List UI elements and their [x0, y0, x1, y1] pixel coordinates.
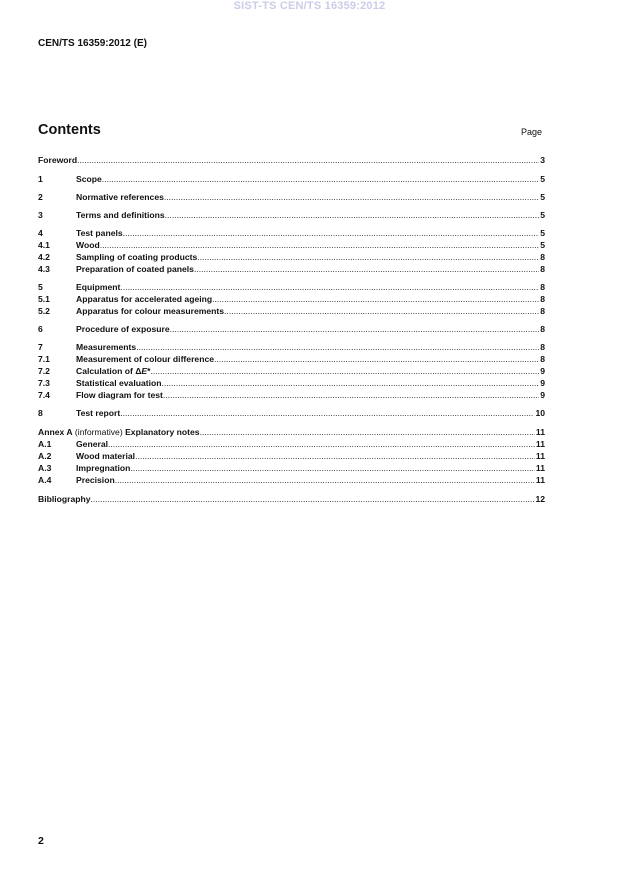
- toc-entry-title: Test panels: [76, 228, 123, 238]
- toc-entry-page: 8: [540, 252, 545, 262]
- contents-heading: Contents: [38, 122, 101, 138]
- toc-dot-leader: [108, 439, 535, 450]
- toc-entry-title: Precision: [76, 475, 115, 485]
- toc-entry-page: 11: [535, 451, 545, 461]
- toc-entry-number: 7.3: [38, 378, 50, 388]
- toc-entry-title: Apparatus for colour measurements: [76, 306, 225, 316]
- toc-entry-title: Normative references: [76, 192, 164, 202]
- toc-entry[interactable]: [38, 427, 545, 438]
- toc-entry[interactable]: [38, 282, 545, 293]
- toc-entry-number: A.3: [38, 463, 52, 473]
- toc-dot-leader: [100, 240, 540, 251]
- toc-dot-leader: [136, 342, 539, 353]
- watermark: SIST-TS CEN/TS 16359:2012: [233, 0, 386, 12]
- toc-dot-leader: [214, 354, 539, 365]
- toc-entry-page: 9: [540, 378, 545, 388]
- toc-entry[interactable]: [38, 240, 545, 251]
- toc-entry-page: 3: [540, 155, 545, 165]
- toc-entry-page: 5: [540, 210, 545, 220]
- toc-entry[interactable]: [38, 390, 545, 401]
- toc-dot-leader: [224, 306, 539, 317]
- toc-entry-number: A.1: [38, 439, 52, 449]
- toc-entry-title: Statistical evaluation: [76, 378, 162, 388]
- toc-entry-number: 7.2: [38, 366, 50, 376]
- toc-entry[interactable]: [38, 475, 545, 486]
- toc-entry-title: Annex A (informative) Explanatory notes: [38, 427, 200, 437]
- toc-entry[interactable]: [38, 494, 545, 505]
- toc-entry-number: 5.2: [38, 306, 50, 316]
- toc-entry-number: 7.4: [38, 390, 50, 400]
- toc-entry-page: 11: [535, 475, 545, 485]
- toc-dot-leader: [91, 494, 535, 505]
- toc-entry-title: Terms and definitions: [76, 210, 165, 220]
- toc-entry-page: 5: [540, 240, 545, 250]
- toc-entry-page: 8: [540, 282, 545, 292]
- toc-entry-number: 6: [38, 324, 43, 334]
- toc-dot-leader: [200, 427, 535, 438]
- toc-entry-title: General: [76, 439, 109, 449]
- toc-dot-leader: [120, 408, 534, 419]
- toc-entry-title: Wood material: [76, 451, 136, 461]
- toc-entry-number: 1: [38, 174, 43, 184]
- toc-entry[interactable]: [38, 463, 545, 474]
- toc-entry[interactable]: [38, 174, 545, 185]
- toc-entry-number: 7: [38, 342, 43, 352]
- toc-dot-leader: [123, 228, 540, 239]
- toc-entry[interactable]: [38, 192, 545, 203]
- toc-dot-leader: [170, 324, 540, 335]
- toc-entry-page: 12: [535, 494, 545, 504]
- toc-entry-number: A.2: [38, 451, 52, 461]
- page-column-label: Page: [521, 127, 543, 137]
- toc-entry-page: 11: [535, 463, 545, 473]
- toc-entry-title: Test report: [76, 408, 121, 418]
- toc-entry[interactable]: [38, 451, 545, 462]
- toc-dot-leader: [135, 451, 535, 462]
- toc-entry-title: Preparation of coated panels: [76, 264, 194, 274]
- toc-entry-title: Sampling of coating products: [76, 252, 198, 262]
- toc-entry[interactable]: [38, 366, 545, 377]
- toc-dot-leader: [194, 264, 539, 275]
- toc-entry-number: 2: [38, 192, 43, 202]
- toc-entry-page: 8: [540, 294, 545, 304]
- toc-entry-title: Equipment: [76, 282, 121, 292]
- toc-dot-leader: [165, 210, 540, 221]
- toc-entry[interactable]: [38, 294, 545, 305]
- toc-entry-title: Measurement of colour difference: [76, 354, 215, 364]
- toc-entry-title: Wood: [76, 240, 100, 250]
- toc-dot-leader: [163, 390, 539, 401]
- toc-entry-page: 8: [540, 264, 545, 274]
- toc-entry-page: 5: [540, 174, 545, 184]
- toc-entry-title: Apparatus for accelerated ageing: [76, 294, 213, 304]
- toc-entry-page: 5: [540, 228, 545, 238]
- toc-entry-title: Flow diagram for test: [76, 390, 163, 400]
- toc-entry-page: 10: [535, 408, 545, 418]
- toc-entry-number: 4: [38, 228, 43, 238]
- toc-dot-leader: [120, 282, 539, 293]
- toc-entry-page: 11: [535, 427, 545, 437]
- toc-entry[interactable]: [38, 408, 545, 419]
- toc-entry-title: Measurements: [76, 342, 137, 352]
- toc-dot-leader: [102, 174, 539, 185]
- toc-entry[interactable]: [38, 252, 545, 263]
- toc-entry-number: 5.1: [38, 294, 50, 304]
- toc-entry-title: Scope: [76, 174, 102, 184]
- toc-entry-page: 9: [540, 366, 545, 376]
- toc-entry[interactable]: [38, 378, 545, 389]
- page-number: 2: [38, 835, 44, 847]
- toc-entry-number: 4.3: [38, 264, 50, 274]
- toc-entry-page: 5: [540, 192, 545, 202]
- toc-entry[interactable]: [38, 439, 545, 450]
- toc-entry-number: A.4: [38, 475, 52, 485]
- toc-entry-number: 4.1: [38, 240, 50, 250]
- toc-dot-leader: [150, 366, 539, 377]
- toc-entry-title: Calculation of ΔE*: [76, 366, 151, 376]
- toc-entry[interactable]: [38, 354, 545, 365]
- toc-entry[interactable]: [38, 342, 545, 353]
- toc-entry-number: 4.2: [38, 252, 50, 262]
- toc-entry-page: 8: [540, 306, 545, 316]
- toc-entry-title: Foreword: [38, 155, 78, 165]
- toc-dot-leader: [212, 294, 539, 305]
- toc-entry[interactable]: [38, 155, 545, 166]
- toc-entry-number: 3: [38, 210, 43, 220]
- toc-entry-page: 8: [540, 324, 545, 334]
- toc-entry-page: 9: [540, 390, 545, 400]
- toc-dot-leader: [115, 475, 535, 486]
- toc-entry-number: 5: [38, 282, 43, 292]
- document-id: CEN/TS 16359:2012 (E): [38, 38, 147, 49]
- toc-entry-title: Impregnation: [76, 463, 131, 473]
- toc-entry-title: Bibliography: [38, 494, 91, 504]
- toc-dot-leader: [130, 463, 534, 474]
- toc-entry-page: 8: [540, 342, 545, 352]
- toc-dot-leader: [77, 155, 539, 166]
- toc-entry-title: Procedure of exposure: [76, 324, 170, 334]
- toc-entry-page: 8: [540, 354, 545, 364]
- toc-entry[interactable]: [38, 306, 545, 317]
- toc-dot-leader: [164, 192, 539, 203]
- toc-entry-page: 11: [535, 439, 545, 449]
- toc-entry-number: 7.1: [38, 354, 50, 364]
- toc-entry[interactable]: [38, 228, 545, 239]
- toc-entry[interactable]: [38, 264, 545, 275]
- toc-entry-number: 8: [38, 408, 43, 418]
- toc-entry[interactable]: [38, 324, 545, 335]
- toc-dot-leader: [197, 252, 539, 263]
- toc-entry[interactable]: [38, 210, 545, 221]
- toc-dot-leader: [162, 378, 540, 389]
